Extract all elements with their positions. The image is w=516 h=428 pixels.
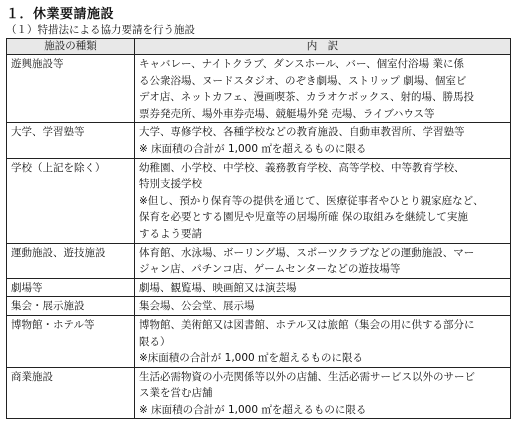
breakdown-line: 体育館、水泳場、ボーリング場、スポーツクラブなどの運動施設、マー bbox=[139, 246, 475, 259]
breakdown-line: 限る） bbox=[139, 335, 171, 348]
breakdown-line: 生活必需物資の小売関係等以外の店舗、生活必需サービス以外のサービ bbox=[139, 370, 475, 383]
facility-breakdown-cell bbox=[135, 278, 511, 297]
table-row bbox=[7, 123, 511, 158]
facility-breakdown-cell bbox=[135, 55, 511, 123]
breakdown-line: 大学、専修学校、各種学校などの教育施設、自動車教習所、学習塾等 bbox=[139, 126, 465, 139]
breakdown-line: するよう要請 bbox=[139, 227, 202, 240]
facility-category-cell: 劇場等 bbox=[7, 278, 135, 297]
section-heading: １．休業要請施設 bbox=[6, 7, 115, 22]
breakdown-line: 幼稚園、小学校、中学校、義務教育学校、高等学校、中等教育学校、 bbox=[139, 161, 465, 174]
breakdown-line: キャバレー、ナイトクラブ、ダンスホール、バー、個室付浴場 業に係 bbox=[139, 58, 464, 70]
breakdown-line: ジャン店、パチンコ店、ゲームセンターなどの遊技場等 bbox=[139, 263, 401, 276]
header-breakdown: 内 訳 bbox=[135, 39, 511, 55]
facility-breakdown-cell bbox=[135, 243, 511, 278]
table-row bbox=[7, 315, 511, 367]
breakdown-line: ※ 床面積の合計が 1,000 ㎡を超えるものに限る bbox=[139, 403, 367, 416]
breakdown-line: ※但し、預かり保育等の提供を通じて、医療従事者やひとり親家庭など、 bbox=[139, 194, 484, 207]
table-row bbox=[7, 158, 511, 243]
table-row bbox=[7, 55, 511, 123]
table-header-row bbox=[7, 39, 511, 55]
breakdown-line: ※床面積の合計が 1,000 ㎡を超えるものに限る bbox=[139, 352, 364, 365]
header-facility-type: 施設の種類 bbox=[7, 39, 135, 55]
breakdown-line: 特別支援学校 bbox=[139, 178, 202, 191]
table-row bbox=[7, 297, 511, 316]
breakdown-line: 集会場、公会堂、展示場 bbox=[139, 300, 255, 313]
breakdown-line: 博物館、美術館又は図書館、ホテル又は旅館（集会の用に供する部分に bbox=[139, 318, 475, 331]
facility-breakdown-cell bbox=[135, 158, 511, 243]
breakdown-line: ※ 床面積の合計が 1,000 ㎡を超えるものに限る bbox=[139, 142, 367, 155]
facility-category-cell: 学校（上記を除く） bbox=[7, 158, 135, 243]
table-row bbox=[7, 278, 511, 297]
facility-category-cell: 大学、学習塾等 bbox=[7, 123, 135, 158]
breakdown-line: る公衆浴場、ヌードスタジオ、のぞき劇場、ストリップ 劇場、個室ビ bbox=[139, 74, 467, 87]
facility-category-cell: 博物館・ホテル等 bbox=[7, 315, 135, 367]
facility-category-cell: 集会・展示施設 bbox=[7, 297, 135, 316]
table-body bbox=[7, 55, 511, 419]
breakdown-line: ス業を営む店舗 bbox=[139, 387, 213, 400]
table-row bbox=[7, 243, 511, 278]
table-row bbox=[7, 367, 511, 419]
breakdown-line: デオ店、ネットカフェ、漫画喫茶、カラオケボックス、射的場、勝馬投 bbox=[139, 91, 474, 104]
facility-category-cell: 遊興施設等 bbox=[7, 55, 135, 123]
facility-breakdown-cell bbox=[135, 123, 511, 158]
section-subheading: （１）特措法による協力要請を行う施設 bbox=[6, 24, 195, 36]
facility-breakdown-cell bbox=[135, 367, 511, 419]
facility-category-cell: 運動施設、遊技施設 bbox=[7, 243, 135, 278]
breakdown-line: 保育を必要とする園児や児童等の居場所確 保の取組みを継続して実施 bbox=[139, 211, 468, 224]
facility-breakdown-cell bbox=[135, 315, 511, 367]
facility-category-cell: 商業施設 bbox=[7, 367, 135, 419]
facility-breakdown-cell bbox=[135, 297, 511, 316]
facility-table bbox=[6, 38, 511, 419]
breakdown-line: 票券発売所、場外車券売場、競艇場外発 売場、ライブハウス等 bbox=[139, 107, 435, 120]
breakdown-line: 劇場、観覧場、映画館又は演芸場 bbox=[139, 281, 297, 294]
